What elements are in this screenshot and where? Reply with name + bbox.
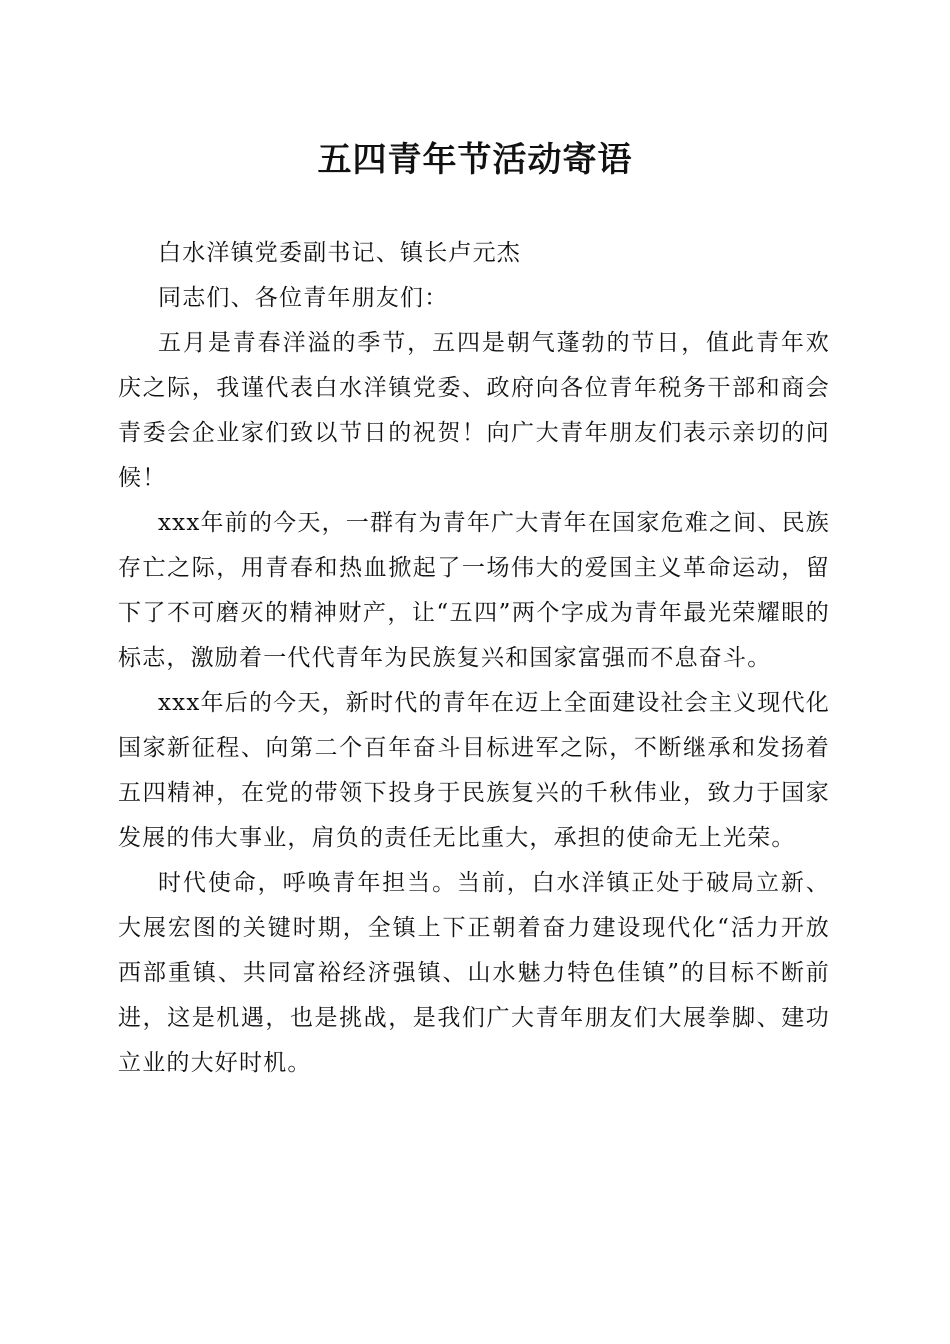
document-body — [118, 231, 830, 1086]
paragraph: 时代使命，呼唤青年担当。当前，白水洋镇正处于破局立新、大展宏图的关键时期，全镇上下正朝着奋力建设现代化“活力开放西部重镇、共同富裕经济强镇、山水魅力特色佳镇”的目标不断前进，这是机遇，也是挑战，是我们广大青年朋友们大展拳脚、建功立业的大好时机。 — [118, 870, 830, 1076]
salutation: 同志们、各位青年朋友们： — [158, 285, 449, 311]
paragraph: xxx年后的今天，新时代的青年在迈上全面建设社会主义现代化国家新征程、向第二个百年奋斗目标进军之际，不断继承和发扬着五四精神，在党的带领下投身于民族复兴的千秋伟业，致力于国家发展的伟大事业，肩负的责任无比重大，承担的使命无上光荣。 — [118, 690, 830, 851]
author-line: 白水洋镇党委副书记、镇长卢元杰 — [158, 240, 521, 266]
document-title: 五四青年节活动寄语 — [317, 140, 633, 180]
paragraph: xxx年前的今天，一群有为青年广大青年在国家危难之间、民族存亡之际，用青春和热血掀起了一场伟大的爱国主义革命运动，留下了不可磨灭的精神财产，让“五四”两个字成为青年最光荣耀眼的标志，激励着一代代青年为民族复兴和国家富强而不息奋斗。 — [118, 510, 830, 671]
paragraph: 五月是青春洋溢的季节，五四是朝气蓬勃的节日，值此青年欢庆之际，我谨代表白水洋镇党委、政府向各位青年税务干部和商会青委会企业家们致以节日的祝贺！向广大青年朋友们表示亲切的问候！ — [118, 330, 830, 491]
